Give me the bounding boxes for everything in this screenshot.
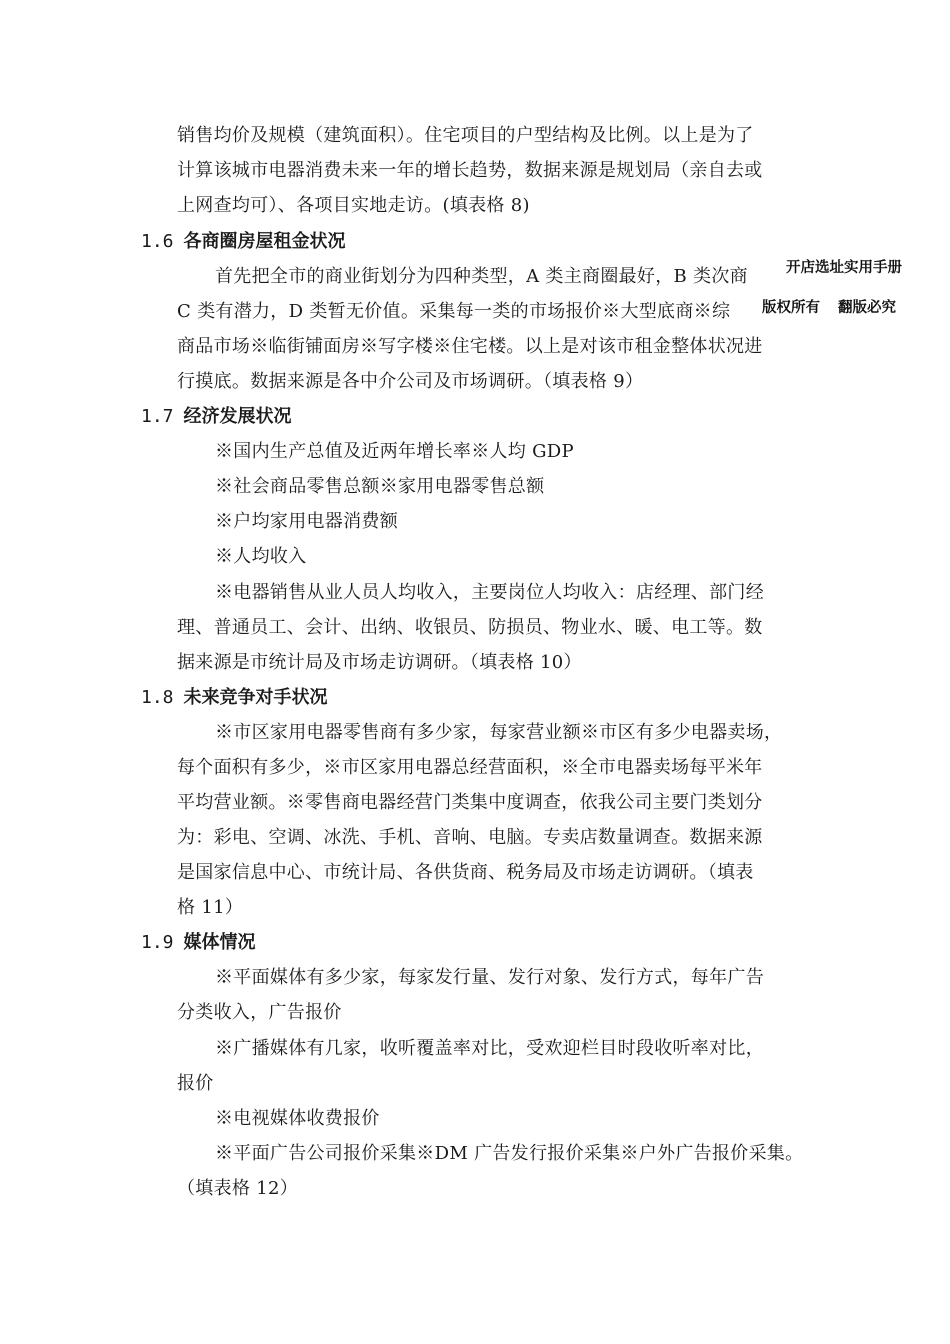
- body-line: ※人均收入: [215, 546, 307, 567]
- body-line: 计算该城市电器消费未来一年的增长趋势，数据来源是规划局（亲自去或: [177, 160, 763, 181]
- body-line: C 类有潜力，D 类暂无价值。采集每一类的市场报价※大型底商※综: [177, 301, 731, 322]
- manual-title-label: 开店选址实用手册: [780, 259, 904, 277]
- body-line: 理、普通员工、会计、出纳、收银员、防损员、物业水、暖、电工等。数: [177, 617, 763, 638]
- body-line: ※国内生产总值及近两年增长率※人均 GDP: [215, 441, 574, 462]
- section-title: 经济发展状况: [183, 406, 292, 427]
- section-title: 媒体情况: [183, 932, 256, 953]
- section-number: 1.9: [141, 932, 174, 953]
- body-line: 销售均价及规模（建筑面积）。住宅项目的户型结构及比例。以上是为了: [177, 125, 754, 146]
- body-line: ※电视媒体收费报价: [215, 1108, 380, 1129]
- body-line: 据来源是市统计局及市场走访调研。（填表格 10）: [177, 652, 582, 673]
- body-line: 报价: [177, 1073, 214, 1094]
- rights-reserved-text: 版权所有: [762, 300, 820, 316]
- section-number: 1.8: [141, 687, 174, 708]
- copyright-label: [756, 299, 898, 317]
- body-line: ※市区家用电器零售商有多少家，每家营业额※市区有多少电器卖场，: [215, 722, 783, 743]
- body-line: ※平面广告公司报价采集※DM 广告发行报价采集※户外广告报价采集。: [215, 1143, 804, 1164]
- body-line: 分类收入，广告报价: [177, 1002, 342, 1023]
- body-line: 行摸底。数据来源是各中介公司及市场调研。（填表格 9）: [177, 371, 644, 392]
- section-heading-1-8: [141, 687, 328, 709]
- body-line: （填表格 12）: [177, 1178, 299, 1199]
- body-line: 平均营业额。※零售商电器经营门类集中度调查，依我公司主要门类划分: [177, 792, 763, 813]
- body-line: 商品市场※临街铺面房※写字楼※住宅楼。以上是对该市租金整体状况进: [177, 336, 763, 357]
- section-title: 未来竞争对手状况: [183, 687, 328, 708]
- body-line: 是国家信息中心、市统计局、各供货商、税务局及市场走访调研。（填表: [177, 862, 754, 883]
- body-line: 首先把全市的商业街划分为四种类型，A 类主商圈最好，B 类次商: [215, 266, 748, 287]
- body-line: ※户均家用电器消费额: [215, 511, 398, 532]
- section-number: 1.7: [141, 406, 174, 427]
- body-line: 为：彩电、空调、冰洗、手机、音响、电脑。专卖店数量调查。数据来源: [177, 827, 763, 848]
- no-reproduction-text: 翻版必究: [838, 300, 896, 316]
- body-line: 格 11）: [177, 897, 244, 918]
- section-title: 各商圈房屋租金状况: [183, 231, 346, 252]
- section-heading-1-6: [141, 231, 346, 253]
- section-heading-1-9: [141, 932, 256, 954]
- body-line: 每个面积有多少，※市区家用电器总经营面积，※全市电器卖场每平米年: [177, 757, 763, 778]
- section-heading-1-7: [141, 406, 292, 428]
- body-line: ※电器销售从业人员人均收入，主要岗位人均收入：店经理、部门经: [215, 582, 764, 603]
- body-line: ※广播媒体有几家，收听覆盖率对比，受欢迎栏目时段收听率对比，: [215, 1038, 764, 1059]
- section-number: 1.6: [141, 231, 174, 252]
- body-line: ※社会商品零售总额※家用电器零售总额: [215, 476, 545, 497]
- body-line: ※平面媒体有多少家，每家发行量、发行对象、发行方式，每年广告: [215, 967, 764, 988]
- body-line: 上网查均可）、各项目实地走访。(填表格 8): [177, 195, 530, 216]
